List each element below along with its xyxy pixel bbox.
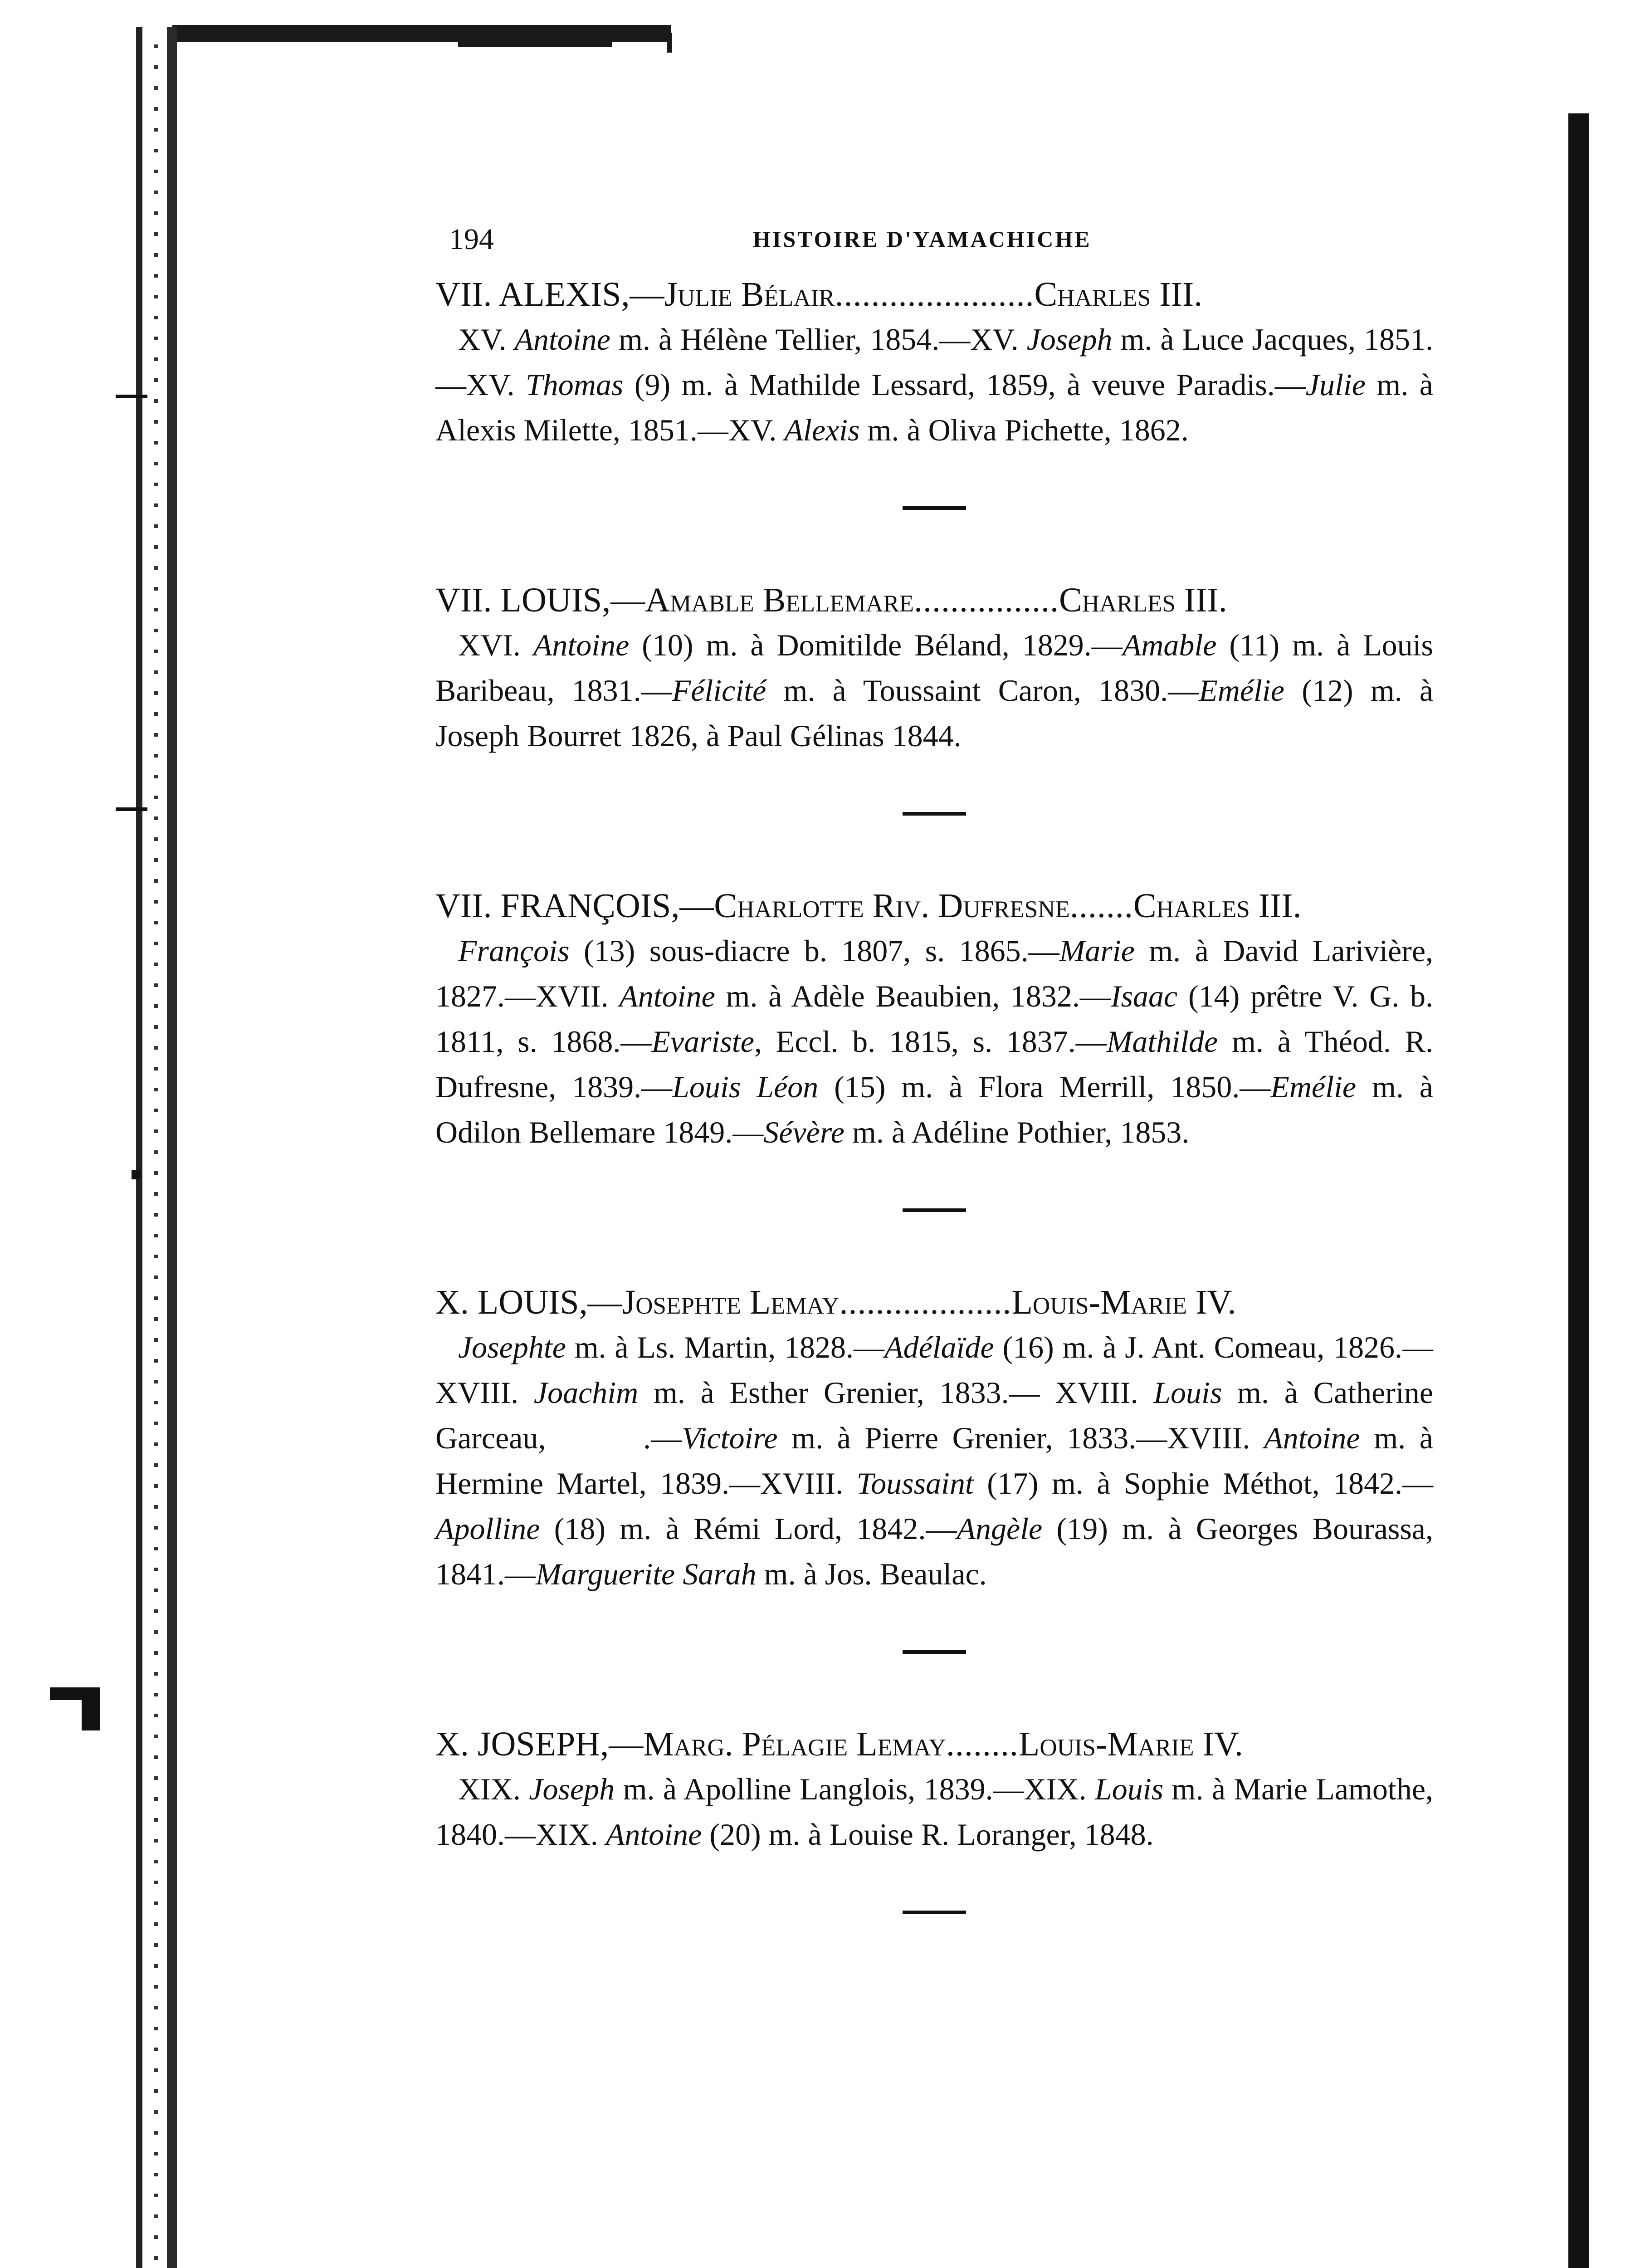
- running-head: [435, 213, 1433, 272]
- margin-mark: [50, 1687, 100, 1700]
- entry-leader-dots: .......: [1069, 887, 1133, 925]
- entry-name: ALEXIS,: [498, 275, 630, 313]
- entry-body: XV. Antoine m. à Hélène Tellier, 1854.—XV. Joseph m. à Luce Jacques, 1851.—XV. Thomas (9) m. à Mathilde Lessard, 1859, à veuve Paradis.—Julie m. à Alexis Milette, 1851.—XV. Alexis m. à Oliva Pichette, 1862.: [435, 322, 1433, 447]
- section-rule: [903, 1208, 966, 1212]
- entry-leader-dots: ................: [914, 581, 1059, 619]
- entry-parent: Louis-Marie IV.: [1018, 1725, 1243, 1763]
- section-rule: [903, 1911, 966, 1914]
- page-number: 194: [449, 223, 494, 256]
- entry-generation: VII.: [435, 275, 499, 313]
- entry-leader-dots: ........: [946, 1725, 1019, 1763]
- book-page: [435, 213, 1433, 1982]
- scan-top-mark: [667, 33, 672, 53]
- entry-parent: Charles III.: [1059, 581, 1227, 619]
- running-title: HISTOIRE D'YAMACHICHE: [753, 226, 1092, 252]
- entry-body: XVI. Antoine (10) m. à Domitilde Béland, 1829.—Amable (11) m. à Louis Baribeau, 1831.—Félicité m. à Toussaint Caron, 1830.—Emélie (12) m. à Joseph Bourret 1826, à Paul Gélinas 1844.: [435, 628, 1434, 753]
- entry-heading: [435, 884, 1433, 928]
- entry-name: JOSEPH,: [477, 1725, 609, 1763]
- scan-left-speckle: [154, 27, 158, 2268]
- entry-parent: Charles III.: [1133, 887, 1302, 925]
- entry-heading: [435, 578, 1433, 622]
- entry-leader-dots: ......................: [835, 275, 1035, 313]
- section-rule: [903, 1650, 966, 1654]
- entry-body: XIX. Joseph m. à Apolline Langlois, 1839.—XIX. Louis m. à Marie Lamothe, 1840.—XIX. Antoine (20) m. à Louise R. Loranger, 1848.: [435, 1772, 1434, 1852]
- entry-spouse: —Julie Bélair: [630, 275, 835, 313]
- entry-leader-dots: ...................: [839, 1283, 1012, 1321]
- entry-spouse: —Marg. Pélagie Lemay: [609, 1725, 946, 1763]
- margin-mark: [116, 807, 147, 811]
- genealogy-entries: [435, 272, 1433, 1914]
- entry-spouse: —Amable Bellemare: [610, 581, 914, 619]
- entry-body: Josephte m. à Ls. Martin, 1828.—Adélaïde (16) m. à J. Ant. Comeau, 1826.— XVIII. Joachim m. à Esther Grenier, 1833.— XVIII. Louis m. à Catherine Garceau, .—Victoire m. à Pierre Grenier, 1833.—XVIII. Antoine m. à Hermine Martel, 1839.—XVIII. Toussaint (17) m. à Sophie Méthot, 1842.—Apolline (18) m. à Rémi Lord, 1842.—Angèle (19) m. à Georges Bourassa, 1841.—Marguerite Sarah m. à Jos. Beaulac.: [435, 1330, 1434, 1591]
- entry-spouse: —Josephte Lemay: [587, 1283, 840, 1321]
- entry-name: LOUIS,: [477, 1283, 588, 1321]
- scan-right-border: [1568, 113, 1589, 2268]
- entry-generation: VII.: [435, 581, 501, 619]
- scan-top-mark: [458, 32, 612, 47]
- entry-spouse: —Charlotte Riv. Dufresne: [679, 887, 1070, 925]
- section-rule: [903, 812, 966, 816]
- entry-heading: [435, 272, 1433, 317]
- margin-mark: [116, 395, 147, 398]
- margin-mark: [82, 1699, 100, 1730]
- entry-parent: Louis-Marie IV.: [1011, 1283, 1236, 1321]
- entry-generation: VII.: [435, 887, 501, 925]
- entry-name: LOUIS,: [500, 581, 611, 619]
- margin-mark: [132, 1170, 141, 1179]
- entry-generation: X.: [435, 1283, 478, 1321]
- entry-heading: [435, 1722, 1433, 1766]
- entry-body: François (13) sous-diacre b. 1807, s. 1865.—Marie m. à David Larivière, 1827.—XVII. Antoine m. à Adèle Beaubien, 1832.—Isaac (14) prêtre V. G. b. 1811, s. 1868.—Evariste, Eccl. b. 1815, s. 1837.—Mathilde m. à Théod. R. Dufresne, 1839.—Louis Léon (15) m. à Flora Merrill, 1850.—Emélie m. à Odilon Bellemare 1849.—Sévère m. à Adéline Pothier, 1853.: [435, 934, 1433, 1149]
- entry-generation: X.: [435, 1725, 478, 1763]
- entry-parent: Charles III.: [1034, 275, 1203, 313]
- entry-name: FRANÇOIS,: [500, 887, 680, 925]
- entry-heading: [435, 1280, 1433, 1325]
- section-rule: [903, 506, 966, 510]
